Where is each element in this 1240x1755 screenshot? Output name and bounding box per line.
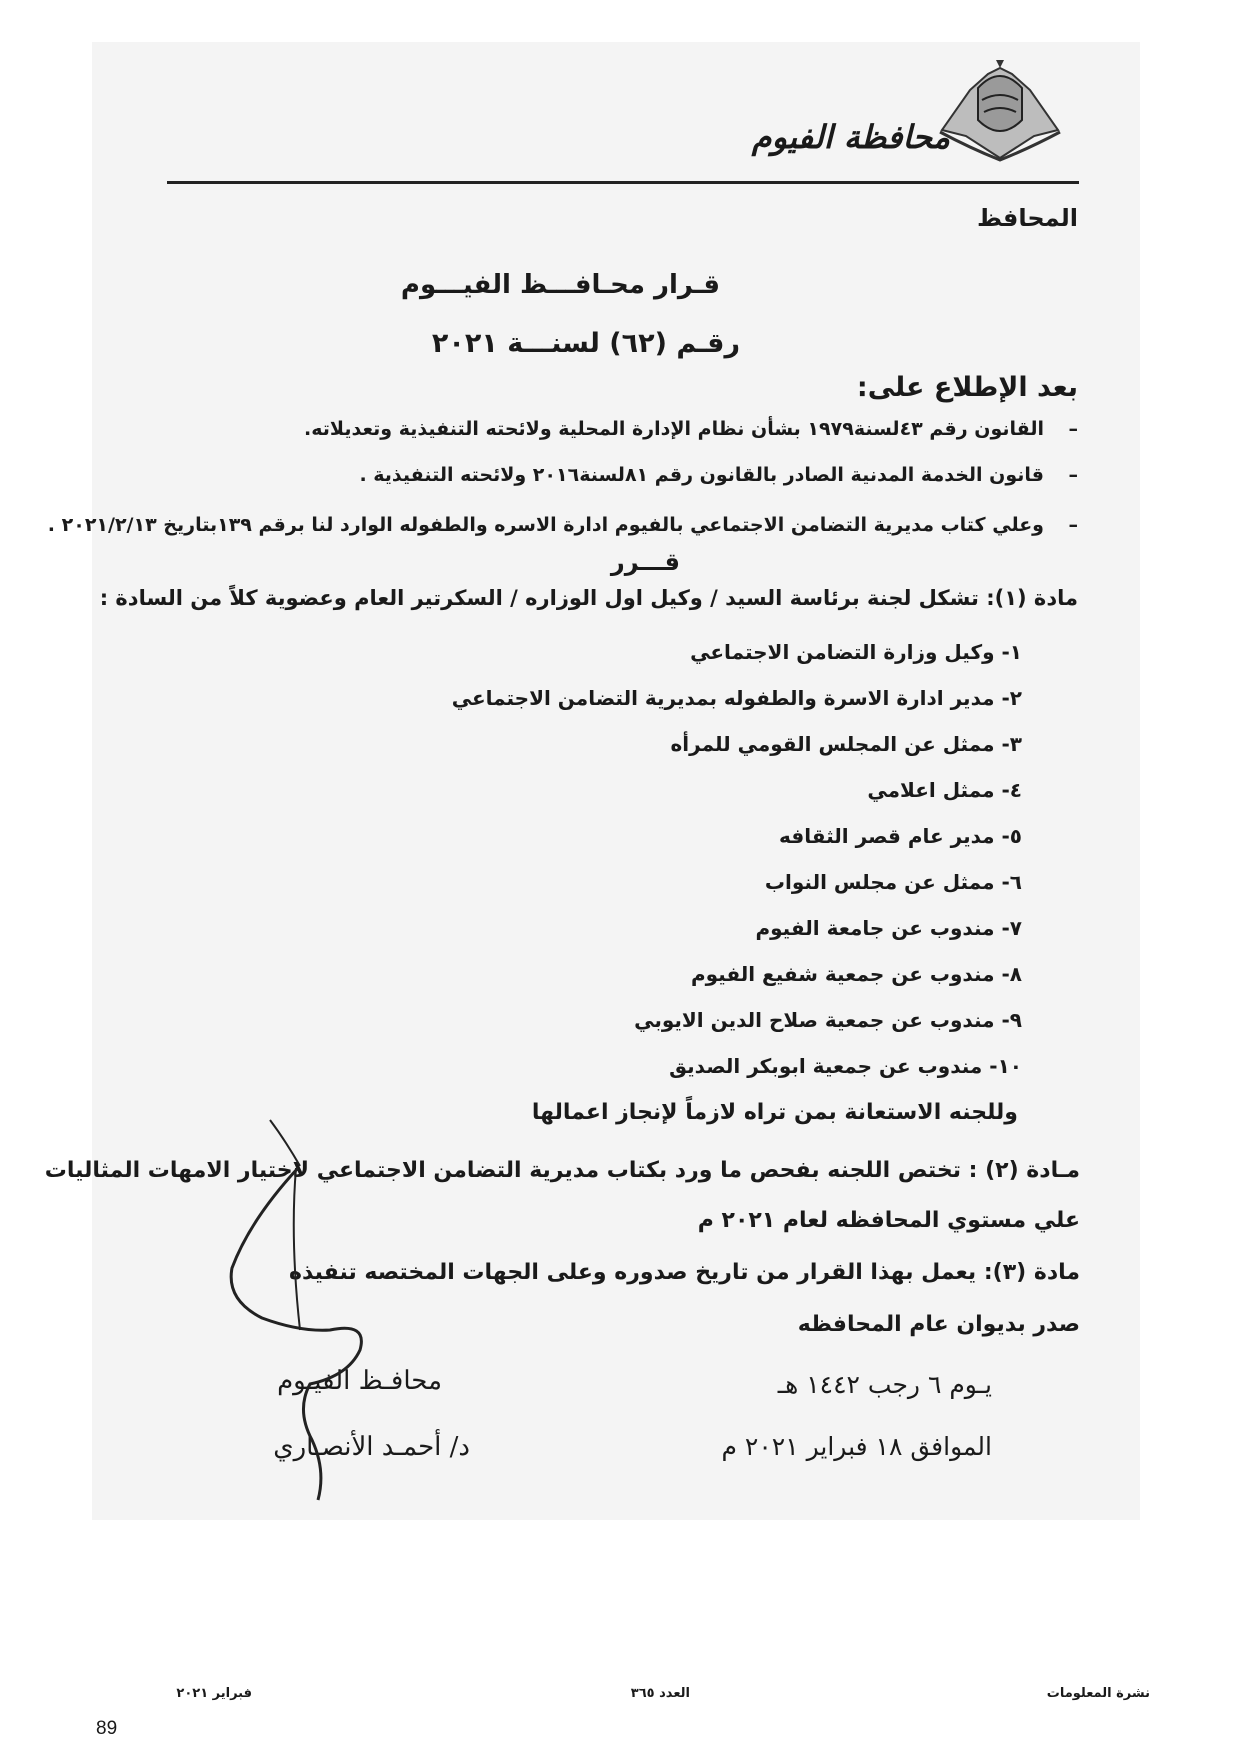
member-item: ٤- ممثل اعلامي — [867, 778, 1022, 802]
footer-month: فبراير ٢٠٢١ — [176, 1686, 252, 1701]
committee-assistance: وللجنه الاستعانة بمن تراه لازماً لإنجاز اعمالها — [531, 1100, 1018, 1125]
member-item: ٣- ممثل عن المجلس القومي للمرأه — [670, 732, 1022, 756]
member-item: ٥- مدير عام قصر الثقافه — [779, 824, 1022, 848]
member-item: ٧- مندوب عن جامعة الفيوم — [755, 916, 1022, 940]
article-2-line-2: علي مستوي المحافظه لعام ٢٠٢١ م — [697, 1208, 1080, 1233]
page-number: 89 — [96, 1718, 118, 1739]
preamble-ref-bullet: – — [1068, 418, 1078, 440]
governorate-name: محافظة الفيوم — [751, 118, 950, 156]
footer-publication: نشرة المعلومات — [1046, 1686, 1150, 1701]
article-1: مادة (١): تشكل لجنة برئاسة السيد / وكيل اول الوزاره / السكرتير العام وعضوية كلاً من السادة : — [99, 586, 1078, 610]
preamble-ref-bullet: – — [1068, 514, 1078, 536]
issued-at: صدر بديوان عام المحافظه — [797, 1312, 1080, 1337]
preamble-ref-bullet: – — [1068, 464, 1078, 486]
decree-title: قـرار محـافـــظ الفيـــوم — [400, 270, 720, 300]
hijri-date: يـوم ٦ رجب ١٤٤٢ هـ — [777, 1370, 992, 1399]
signatory-title: محافـظ الفيـوم — [277, 1366, 442, 1396]
preamble-heading: بعد الإطلاع على: — [856, 372, 1078, 403]
member-item: ٦- ممثل عن مجلس النواب — [764, 870, 1022, 894]
member-item: ٩- مندوب عن جمعية صلاح الدين الايوبي — [634, 1008, 1022, 1032]
decree-number: رقـم (٦٢) لسنـــة ٢٠٢١ — [431, 328, 740, 359]
member-item: ٢- مدير ادارة الاسرة والطفوله بمديرية التضامن الاجتماعي — [451, 686, 1022, 710]
member-item: ١- وكيل وزارة التضامن الاجتماعي — [690, 640, 1022, 664]
article-2-line-1: مـادة (٢) : تختص اللجنه بفحص ما ورد بكتاب مديرية التضامن الاجتماعي لاختيار الامهات المثاليات — [44, 1158, 1080, 1183]
gregorian-date: الموافق ١٨ فبراير ٢٠٢١ م — [721, 1432, 992, 1461]
office-label: المحافظ — [976, 204, 1078, 232]
decision-word: قـــرر — [610, 548, 680, 576]
governorate-emblem-icon — [930, 60, 1070, 165]
preamble-ref-1: القانون رقم ٤٣لسنة١٩٧٩ بشأن نظام الإدارة المحلية ولائحته التنفيذية وتعديلاته. — [304, 418, 1044, 440]
article-3: مادة (٣): يعمل بهذا القرار من تاريخ صدوره وعلى الجهات المختصه تنفيذه — [288, 1260, 1080, 1285]
signatory-name: د/ أحمـد الأنصـاري — [273, 1432, 470, 1462]
member-item: ٨- مندوب عن جمعية شفيع الفيوم — [690, 962, 1022, 986]
preamble-ref-3: وعلي كتاب مديرية التضامن الاجتماعي بالفيوم ادارة الاسره والطفوله الوارد لنا برقم ١٣٩بتاريخ ٢٠٢١/٢/١٣ . — [47, 514, 1044, 536]
member-item: ١٠- مندوب عن جمعية ابوبكر الصديق — [669, 1054, 1022, 1078]
preamble-ref-2: قانون الخدمة المدنية الصادر بالقانون رقم ٨١لسنة٢٠١٦ ولائحته التنفيذية . — [359, 464, 1044, 486]
header-divider — [167, 181, 1079, 184]
footer-issue: العدد ٣٦٥ — [630, 1686, 690, 1701]
